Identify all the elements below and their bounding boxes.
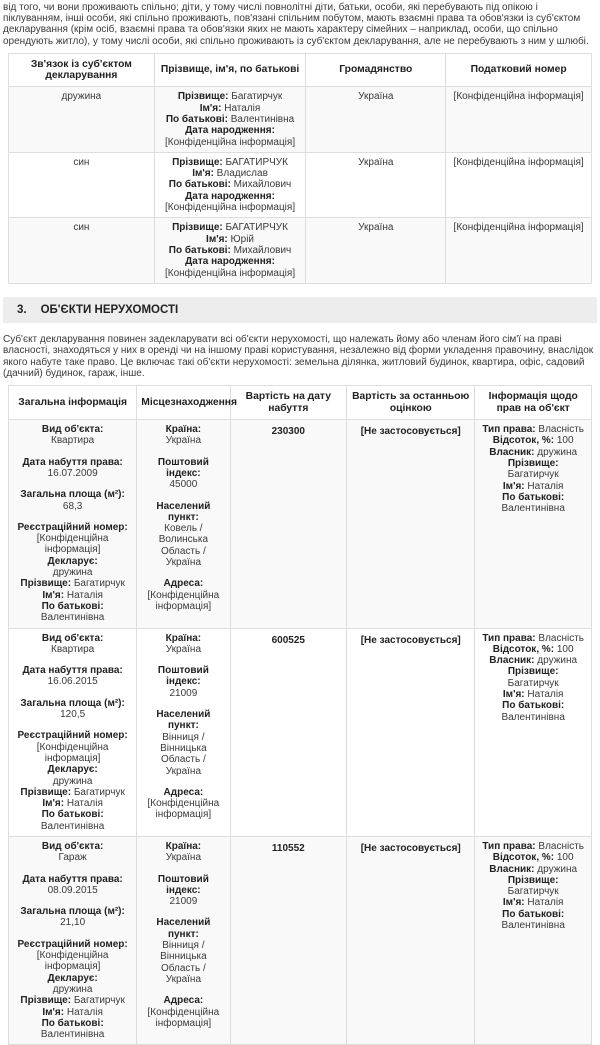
column-header-tax-id: Податковий номер (446, 53, 592, 87)
column-header-value-acquisition: Вартість на дату набуття (230, 386, 347, 420)
column-header-relation: Зв'язок із суб'єктом декларування (9, 53, 155, 87)
section-number: 3. (17, 303, 27, 316)
estate-row (9, 420, 592, 628)
tax-id-cell: [Конфіденційна інформація] (446, 218, 592, 283)
value-appraisal-cell: [Не застосовується] (347, 420, 475, 628)
rights-cell: Тип права: Власність Відсоток, %: 100 Власник: дружина Прізвище: Багатирчук Ім'я: Наталія По батькові: Валентинівна (475, 836, 592, 1044)
citizenship-cell: Україна (306, 218, 446, 283)
section-3-heading (3, 297, 597, 323)
real-estate-table (8, 385, 592, 1045)
general-info-cell: Вид об'єкта: Квартира Дата набуття права: 16.07.2009 Загальна площа (м²): 68,3 Реєстраційний номер: [Конфіденційна інформація] Декларує: дружина Прізвище: Багатирчук Ім'я: Наталія По батькові: Валентинівна (9, 420, 137, 628)
family-row (9, 152, 592, 217)
name-cell: Прізвище: Багатирчук Ім'я: Наталія По батькові: Валентинівна Дата народження: [Конфіденційна інформація] (154, 87, 306, 152)
value-appraisal-cell: [Не застосовується] (347, 836, 475, 1044)
section-intro-paragraph: Суб'єкт декларування повинен задекларувати всі об'єкти нерухомості, що належать йому або членам його сім'ї на праві власності, знаходяться у них в оренді чи на іншому праві користування, незалежно від форми укладення правочину, внаслідок якого набуте таке право. Це включає такі об'єкти нерухомості: земельна ділянка, житловий будинок, квартира, офіс, садовий (дачний) будинок, гараж, інше. (3, 333, 594, 380)
family-members-table (8, 53, 592, 284)
citizenship-cell: Україна (306, 152, 446, 217)
location-cell: Країна: Україна Поштовий індекс: 21009 Населений пункт: Вінниця / Вінницька Область / Україна Адреса: [Конфіденційна інформація] (137, 628, 230, 836)
rights-cell: Тип права: Власність Відсоток, %: 100 Власник: дружина Прізвище: Багатирчук Ім'я: Наталія По батькові: Валентинівна (475, 628, 592, 836)
relation-cell: син (9, 152, 155, 217)
estate-row (9, 628, 592, 836)
column-header-citizenship: Громадянство (306, 53, 446, 87)
relation-cell: син (9, 218, 155, 283)
tax-id-cell: [Конфіденційна інформація] (446, 152, 592, 217)
name-cell: Прізвище: БАГАТИРЧУК Ім'я: Юрій По батькові: Михайлович Дата народження: [Конфіденційна інформація] (154, 218, 306, 283)
column-header-value-appraisal: Вартість за останньою оцінкою (347, 386, 475, 420)
location-cell: Країна: Україна Поштовий індекс: 21009 Населений пункт: Вінниця / Вінницька Область / Україна Адреса: [Конфіденційна інформація] (137, 836, 230, 1044)
value-appraisal-cell: [Не застосовується] (347, 628, 475, 836)
value-acquisition-cell: 110552 (230, 836, 347, 1044)
value-acquisition-cell: 230300 (230, 420, 347, 628)
family-table-header-row (9, 53, 592, 87)
name-cell: Прізвище: БАГАТИРЧУК Ім'я: Владислав По батькові: Михайлович Дата народження: [Конфіденційна інформація] (154, 152, 306, 217)
column-header-location: Місцезнаходження (137, 386, 230, 420)
column-header-general-info: Загальна інформація (9, 386, 137, 420)
relation-cell: дружина (9, 87, 155, 152)
column-header-full-name: Прізвище, ім'я, по батькові (154, 53, 306, 87)
general-info-cell: Вид об'єкта: Квартира Дата набуття права: 16.06.2015 Загальна площа (м²): 120,5 Реєстраційний номер: [Конфіденційна інформація] Декларує: дружина Прізвище: Багатирчук Ім'я: Наталія По батькові: Валентинівна (9, 628, 137, 836)
column-header-rights-info: Інформація щодо прав на об'єкт (475, 386, 592, 420)
general-info-cell: Вид об'єкта: Гараж Дата набуття права: 08.09.2015 Загальна площа (м²): 21,10 Реєстраційний номер: [Конфіденційна інформація] Декларує: дружина Прізвище: Багатирчук Ім'я: Наталія По батькові: Валентинівна (9, 836, 137, 1044)
estate-table-header-row (9, 386, 592, 420)
citizenship-cell: Україна (306, 87, 446, 152)
estate-row (9, 836, 592, 1044)
family-row (9, 218, 592, 283)
location-cell: Країна: Україна Поштовий індекс: 45000 Населений пункт: Ковель / Волинська Область / Україна Адреса: [Конфіденційна інформація] (137, 420, 230, 628)
tax-id-cell: [Конфіденційна інформація] (446, 87, 592, 152)
family-row (9, 87, 592, 152)
section-title: ОБ'ЄКТИ НЕРУХОМОСТІ (40, 303, 179, 316)
intro-paragraph: від того, чи вони проживають спільно; діти, у тому числі повнолітні діти, батьки, особи, які перебувають під опікою і піклуванням, інші особи, які спільно проживають, пов'язані спільним побутом, мають взаємні права та обов'язки із суб'єктом декларування (крім осіб, взаємні права та обов'язки яких не мають характеру сімейних – наприклад, особи, що спільно орендують житло), у тому числі особи, які спільно проживають із суб'єктом декларування, але не перебувають з ним у шлюбі. (3, 2, 589, 47)
value-acquisition-cell: 600525 (230, 628, 347, 836)
rights-cell: Тип права: Власність Відсоток, %: 100 Власник: дружина Прізвище: Багатирчук Ім'я: Наталія По батькові: Валентинівна (475, 420, 592, 628)
